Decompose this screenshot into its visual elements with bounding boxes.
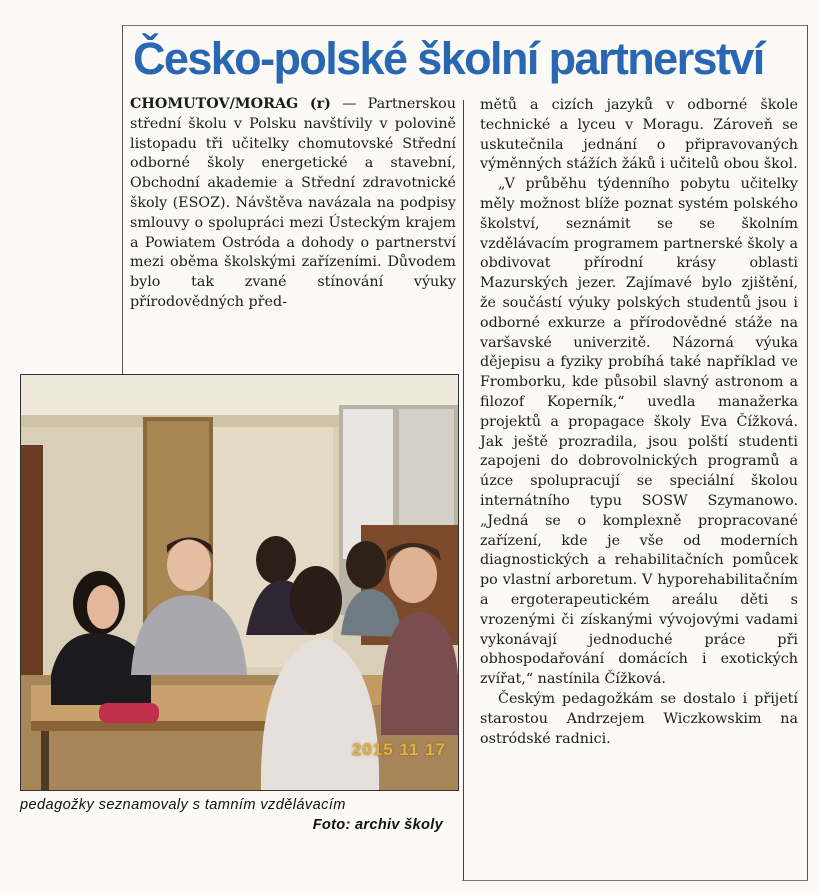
article-paragraph: „V průběhu týdenního pobytu učitelky měly možnost blíže poznat systém polského školství, seznámit se se školním vzdělávacím programem partnerské školy a obdivovat přírodní krásy oblasti Mazurských jezer. Zajímavé bylo zjištění, že součástí výuky polských studentů jsou i odborné exkurze a přírodovědné stáže na varšavské univerzitě. Názorná výuka dějepisu a fyziky probíhá také například ve Fromborku, kde působil slavný astronom a filozof Koperník,“ uvedla manažerka projektů a propagace školy Eva Čížková. Jak ještě prozradila, jsou polští studenti zapojeni do dobrovolnických programů a úzce spolupracují se speciální školou internátního typu SOSW Szymanowo. „Jedná se o komplexně propracované zařízení, kde je vše od moderních diagnostických a rehabilitačních pomůcek po vlastní arboretum. V hyporehabilitačním a ergoterapeutickém areálu děti s vrozenými či získanými vývojovými vadami vykonávají jednoduché práce při obhospodařování domácích i exotických zvířat,“ nastínila Čížková. [480, 176, 798, 688]
article-paragraph: Českým pedagožkám se dostalo i přijetí starostou Andrzejem Wiczkowskim na ostródské radnici. [480, 690, 798, 747]
photo-date-stamp: 2015 11 17 [351, 740, 446, 759]
article-dateline: CHOMUTOV/MORAG (r) [130, 96, 331, 112]
article-paragraph: mětů a cizích jazyků v odborné škole technické a lyceu v Moragu. Zároveň se uskutečnila jednání o připravovaných výměnných stážích žáků i učitelů obou škol. [480, 97, 798, 173]
frame-rule-left [122, 25, 123, 380]
article-paragraph [130, 95, 456, 313]
article-photo [20, 374, 459, 791]
frame-rule-right [807, 25, 808, 880]
frame-rule-bottom [462, 880, 808, 881]
photo-caption-text: pedagožky seznamovaly s tamním vzdělávacím [20, 797, 346, 813]
column-divider [463, 100, 464, 880]
photo-credit: Foto: archiv školy [312, 817, 443, 833]
article-headline: Česko-polské školní partnerství [133, 33, 764, 84]
article-lead-text: — Partnerskou střední školu v Polsku navštívily v polovině listopadu tři učitelky chomutovské Střední odborné školy energetické a stavební, Obchodní akademie a Střední zdravotnické školy (ESOZ). Návštěva navázala na podpisy smlouvy o spolupráci mezi Ústeckým krajem a Powiatem Ostróda a dohody o partnerství mezi oběma školskými zařízeními. Důvodem bylo tak zvané stínování výuky přírodovědných před- [130, 96, 456, 310]
photo-caption [20, 795, 457, 835]
article-column-right [480, 96, 798, 749]
classroom-photo-illustration [21, 375, 458, 790]
article-column-left [130, 95, 456, 313]
